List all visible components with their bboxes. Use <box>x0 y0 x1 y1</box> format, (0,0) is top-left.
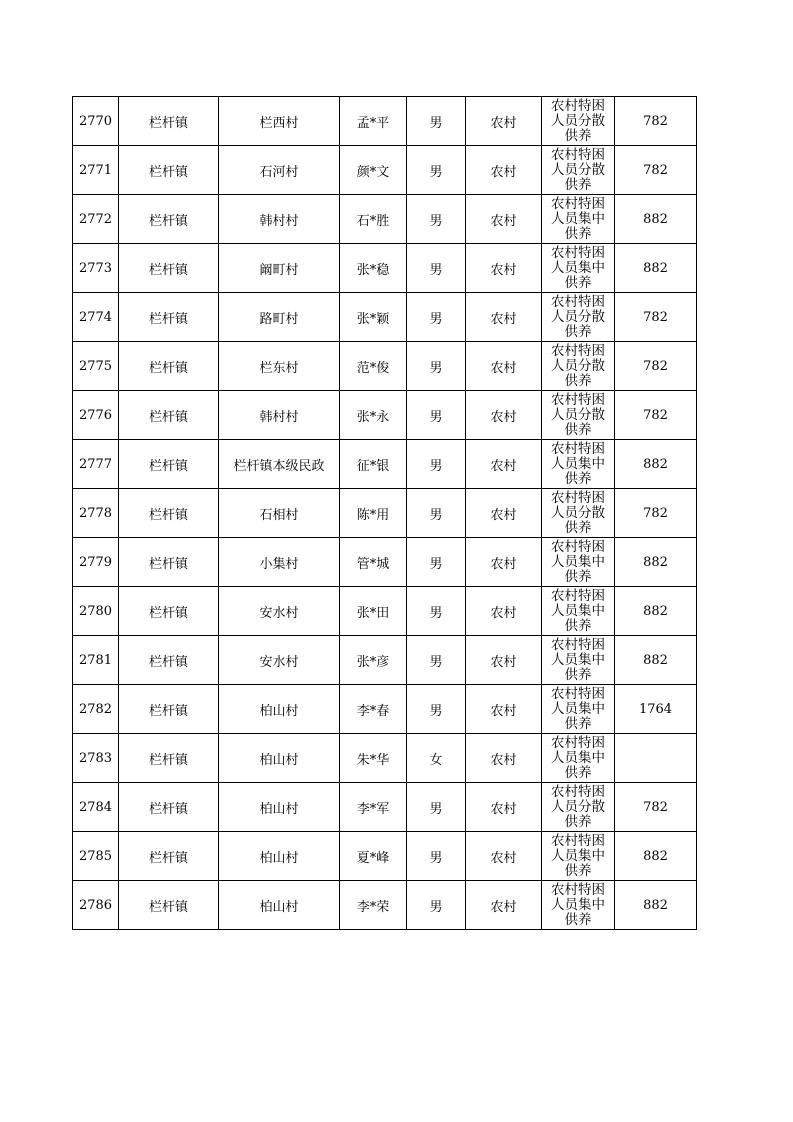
row-number-cell: 2782 <box>73 685 119 734</box>
name-cell: 管*城 <box>340 538 407 587</box>
table-row <box>73 538 697 587</box>
name-cell: 李*春 <box>340 685 407 734</box>
table-row <box>73 587 697 636</box>
table-row <box>73 489 697 538</box>
area-cell: 农村 <box>466 685 542 734</box>
sex-cell: 男 <box>407 195 466 244</box>
assistance-type-line: 供养 <box>564 225 592 242</box>
name-cell: 石*胜 <box>340 195 407 244</box>
sex-cell: 男 <box>407 587 466 636</box>
assistance-type-line: 供养 <box>564 715 592 732</box>
town-cell: 栏杆镇 <box>119 293 219 342</box>
assistance-type-line: 供养 <box>564 666 592 683</box>
assistance-type-line: 农村特困 <box>551 244 605 261</box>
assistance-type-line: 供养 <box>564 421 592 438</box>
assistance-type-cell <box>542 195 615 244</box>
assistance-type-line: 人员集中 <box>551 553 605 570</box>
table-row <box>73 881 697 930</box>
town-cell: 栏杆镇 <box>119 587 219 636</box>
row-number-cell: 2777 <box>73 440 119 489</box>
area-cell: 农村 <box>466 734 542 783</box>
town-cell: 栏杆镇 <box>119 783 219 832</box>
name-cell: 张*田 <box>340 587 407 636</box>
amount-cell: 882 <box>615 440 697 489</box>
amount-cell: 1764 <box>615 685 697 734</box>
assistance-type-cell <box>542 734 615 783</box>
area-cell: 农村 <box>466 195 542 244</box>
table-row <box>73 244 697 293</box>
name-cell: 李*荣 <box>340 881 407 930</box>
assistance-type-line: 供养 <box>564 176 592 193</box>
town-cell: 栏杆镇 <box>119 636 219 685</box>
name-cell: 夏*峰 <box>340 832 407 881</box>
sex-cell: 男 <box>407 244 466 293</box>
assistance-type-cell <box>542 440 615 489</box>
assistance-type-line: 供养 <box>564 862 592 879</box>
sex-cell: 男 <box>407 97 466 146</box>
town-cell: 栏杆镇 <box>119 538 219 587</box>
village-cell: 栏西村 <box>219 97 340 146</box>
table-body <box>73 97 697 930</box>
village-cell: 柏山村 <box>219 783 340 832</box>
assistance-type-line: 人员集中 <box>551 259 605 276</box>
assistance-type-cell <box>542 489 615 538</box>
sex-cell: 男 <box>407 440 466 489</box>
row-number-cell: 2770 <box>73 97 119 146</box>
assistance-type-cell <box>542 391 615 440</box>
row-number-cell: 2779 <box>73 538 119 587</box>
village-cell: 小集村 <box>219 538 340 587</box>
sex-cell: 男 <box>407 293 466 342</box>
row-number-cell: 2786 <box>73 881 119 930</box>
area-cell: 农村 <box>466 244 542 293</box>
amount-cell: 782 <box>615 146 697 195</box>
assistance-type-cell <box>542 783 615 832</box>
village-cell: 韩村村 <box>219 391 340 440</box>
area-cell: 农村 <box>466 881 542 930</box>
name-cell: 张*彦 <box>340 636 407 685</box>
assistance-type-cell <box>542 538 615 587</box>
village-cell: 栏东村 <box>219 342 340 391</box>
assistance-type-line: 人员集中 <box>551 700 605 717</box>
table-row <box>73 832 697 881</box>
assistance-type-line: 农村特困 <box>551 783 605 800</box>
town-cell: 栏杆镇 <box>119 391 219 440</box>
assistance-type-line: 农村特困 <box>551 97 605 114</box>
amount-cell: 882 <box>615 195 697 244</box>
town-cell: 栏杆镇 <box>119 342 219 391</box>
table-row <box>73 391 697 440</box>
assistance-type-line: 供养 <box>564 323 592 340</box>
assistance-type-line: 农村特困 <box>551 636 605 653</box>
row-number-cell: 2776 <box>73 391 119 440</box>
sex-cell: 男 <box>407 489 466 538</box>
row-number-cell: 2775 <box>73 342 119 391</box>
sex-cell: 男 <box>407 832 466 881</box>
amount-cell: 782 <box>615 783 697 832</box>
row-number-cell: 2784 <box>73 783 119 832</box>
village-cell: 阚町村 <box>219 244 340 293</box>
row-number-cell: 2772 <box>73 195 119 244</box>
assistance-type-line: 农村特困 <box>551 293 605 310</box>
village-cell: 路町村 <box>219 293 340 342</box>
assistance-type-line: 人员集中 <box>551 651 605 668</box>
area-cell: 农村 <box>466 391 542 440</box>
name-cell: 征*银 <box>340 440 407 489</box>
table-row <box>73 146 697 195</box>
assistance-type-cell <box>542 244 615 293</box>
town-cell: 栏杆镇 <box>119 685 219 734</box>
sex-cell: 女 <box>407 734 466 783</box>
assistance-type-line: 农村特困 <box>551 587 605 604</box>
town-cell: 栏杆镇 <box>119 489 219 538</box>
sex-cell: 男 <box>407 685 466 734</box>
assistance-type-cell <box>542 832 615 881</box>
village-cell: 柏山村 <box>219 832 340 881</box>
assistance-type-line: 人员分散 <box>551 112 605 129</box>
assistance-type-line: 农村特困 <box>551 734 605 751</box>
name-cell: 张*永 <box>340 391 407 440</box>
village-cell: 柏山村 <box>219 685 340 734</box>
amount-cell: 782 <box>615 97 697 146</box>
assistance-type-cell <box>542 881 615 930</box>
town-cell: 栏杆镇 <box>119 440 219 489</box>
area-cell: 农村 <box>466 538 542 587</box>
sex-cell: 男 <box>407 538 466 587</box>
assistance-type-line: 人员集中 <box>551 602 605 619</box>
name-cell: 朱*华 <box>340 734 407 783</box>
table-row <box>73 440 697 489</box>
area-cell: 农村 <box>466 832 542 881</box>
amount-cell: 882 <box>615 832 697 881</box>
town-cell: 栏杆镇 <box>119 195 219 244</box>
row-number-cell: 2783 <box>73 734 119 783</box>
amount-cell: 882 <box>615 636 697 685</box>
assistance-type-line: 农村特困 <box>551 685 605 702</box>
assistance-type-line: 人员分散 <box>551 798 605 815</box>
name-cell: 颜*文 <box>340 146 407 195</box>
table-row <box>73 342 697 391</box>
name-cell: 陈*用 <box>340 489 407 538</box>
assistance-type-line: 人员集中 <box>551 847 605 864</box>
amount-cell: 782 <box>615 342 697 391</box>
area-cell: 农村 <box>466 97 542 146</box>
sex-cell: 男 <box>407 391 466 440</box>
amount-cell: 782 <box>615 391 697 440</box>
table-row <box>73 734 697 783</box>
assistance-type-line: 农村特困 <box>551 146 605 163</box>
assistance-type-cell <box>542 146 615 195</box>
assistance-type-line: 人员集中 <box>551 455 605 472</box>
sex-cell: 男 <box>407 881 466 930</box>
town-cell: 栏杆镇 <box>119 244 219 293</box>
assistance-type-line: 供养 <box>564 519 592 536</box>
village-cell: 安水村 <box>219 636 340 685</box>
village-cell: 韩村村 <box>219 195 340 244</box>
area-cell: 农村 <box>466 293 542 342</box>
amount-cell: 882 <box>615 587 697 636</box>
amount-cell: 782 <box>615 489 697 538</box>
assistance-type-line: 人员分散 <box>551 308 605 325</box>
assistance-type-line: 供养 <box>564 911 592 928</box>
assistance-type-line: 供养 <box>564 372 592 389</box>
village-cell: 石河村 <box>219 146 340 195</box>
village-cell: 柏山村 <box>219 734 340 783</box>
row-number-cell: 2780 <box>73 587 119 636</box>
assistance-type-line: 农村特困 <box>551 881 605 898</box>
village-cell: 栏杆镇本级民政 <box>219 440 340 489</box>
town-cell: 栏杆镇 <box>119 734 219 783</box>
area-cell: 农村 <box>466 489 542 538</box>
area-cell: 农村 <box>466 146 542 195</box>
assistance-type-line: 农村特困 <box>551 342 605 359</box>
assistance-type-cell <box>542 636 615 685</box>
town-cell: 栏杆镇 <box>119 881 219 930</box>
sex-cell: 男 <box>407 146 466 195</box>
table-row <box>73 293 697 342</box>
name-cell: 孟*平 <box>340 97 407 146</box>
town-cell: 栏杆镇 <box>119 832 219 881</box>
relief-roster-table <box>72 96 697 930</box>
assistance-type-line: 农村特困 <box>551 440 605 457</box>
assistance-type-line: 人员分散 <box>551 504 605 521</box>
assistance-type-line: 供养 <box>564 568 592 585</box>
amount-cell: 882 <box>615 881 697 930</box>
assistance-type-cell <box>542 342 615 391</box>
area-cell: 农村 <box>466 783 542 832</box>
assistance-type-line: 人员集中 <box>551 896 605 913</box>
name-cell: 范*俊 <box>340 342 407 391</box>
assistance-type-line: 人员集中 <box>551 749 605 766</box>
area-cell: 农村 <box>466 342 542 391</box>
table-row <box>73 97 697 146</box>
assistance-type-line: 人员集中 <box>551 210 605 227</box>
row-number-cell: 2781 <box>73 636 119 685</box>
assistance-type-cell <box>542 587 615 636</box>
village-cell: 安水村 <box>219 587 340 636</box>
name-cell: 张*稳 <box>340 244 407 293</box>
amount-cell: 882 <box>615 538 697 587</box>
row-number-cell: 2771 <box>73 146 119 195</box>
assistance-type-line: 农村特困 <box>551 832 605 849</box>
sex-cell: 男 <box>407 636 466 685</box>
assistance-type-line: 农村特困 <box>551 391 605 408</box>
assistance-type-line: 农村特困 <box>551 195 605 212</box>
sex-cell: 男 <box>407 342 466 391</box>
name-cell: 李*军 <box>340 783 407 832</box>
table-row <box>73 195 697 244</box>
assistance-type-line: 人员分散 <box>551 406 605 423</box>
table-row <box>73 636 697 685</box>
area-cell: 农村 <box>466 587 542 636</box>
assistance-type-line: 供养 <box>564 470 592 487</box>
amount-cell: 782 <box>615 293 697 342</box>
sex-cell: 男 <box>407 783 466 832</box>
amount-cell: 882 <box>615 244 697 293</box>
assistance-type-line: 农村特困 <box>551 538 605 555</box>
village-cell: 柏山村 <box>219 881 340 930</box>
assistance-type-line: 供养 <box>564 274 592 291</box>
town-cell: 栏杆镇 <box>119 146 219 195</box>
assistance-type-cell <box>542 293 615 342</box>
assistance-type-line: 供养 <box>564 127 592 144</box>
name-cell: 张*颖 <box>340 293 407 342</box>
assistance-type-line: 供养 <box>564 617 592 634</box>
village-cell: 石相村 <box>219 489 340 538</box>
area-cell: 农村 <box>466 440 542 489</box>
row-number-cell: 2785 <box>73 832 119 881</box>
assistance-type-line: 供养 <box>564 764 592 781</box>
assistance-type-cell <box>542 97 615 146</box>
row-number-cell: 2778 <box>73 489 119 538</box>
assistance-type-line: 人员分散 <box>551 161 605 178</box>
amount-cell <box>615 734 697 783</box>
assistance-type-cell <box>542 685 615 734</box>
row-number-cell: 2774 <box>73 293 119 342</box>
area-cell: 农村 <box>466 636 542 685</box>
assistance-type-line: 供养 <box>564 813 592 830</box>
table-row <box>73 685 697 734</box>
table-row <box>73 783 697 832</box>
row-number-cell: 2773 <box>73 244 119 293</box>
assistance-type-line: 人员分散 <box>551 357 605 374</box>
assistance-type-line: 农村特困 <box>551 489 605 506</box>
town-cell: 栏杆镇 <box>119 97 219 146</box>
